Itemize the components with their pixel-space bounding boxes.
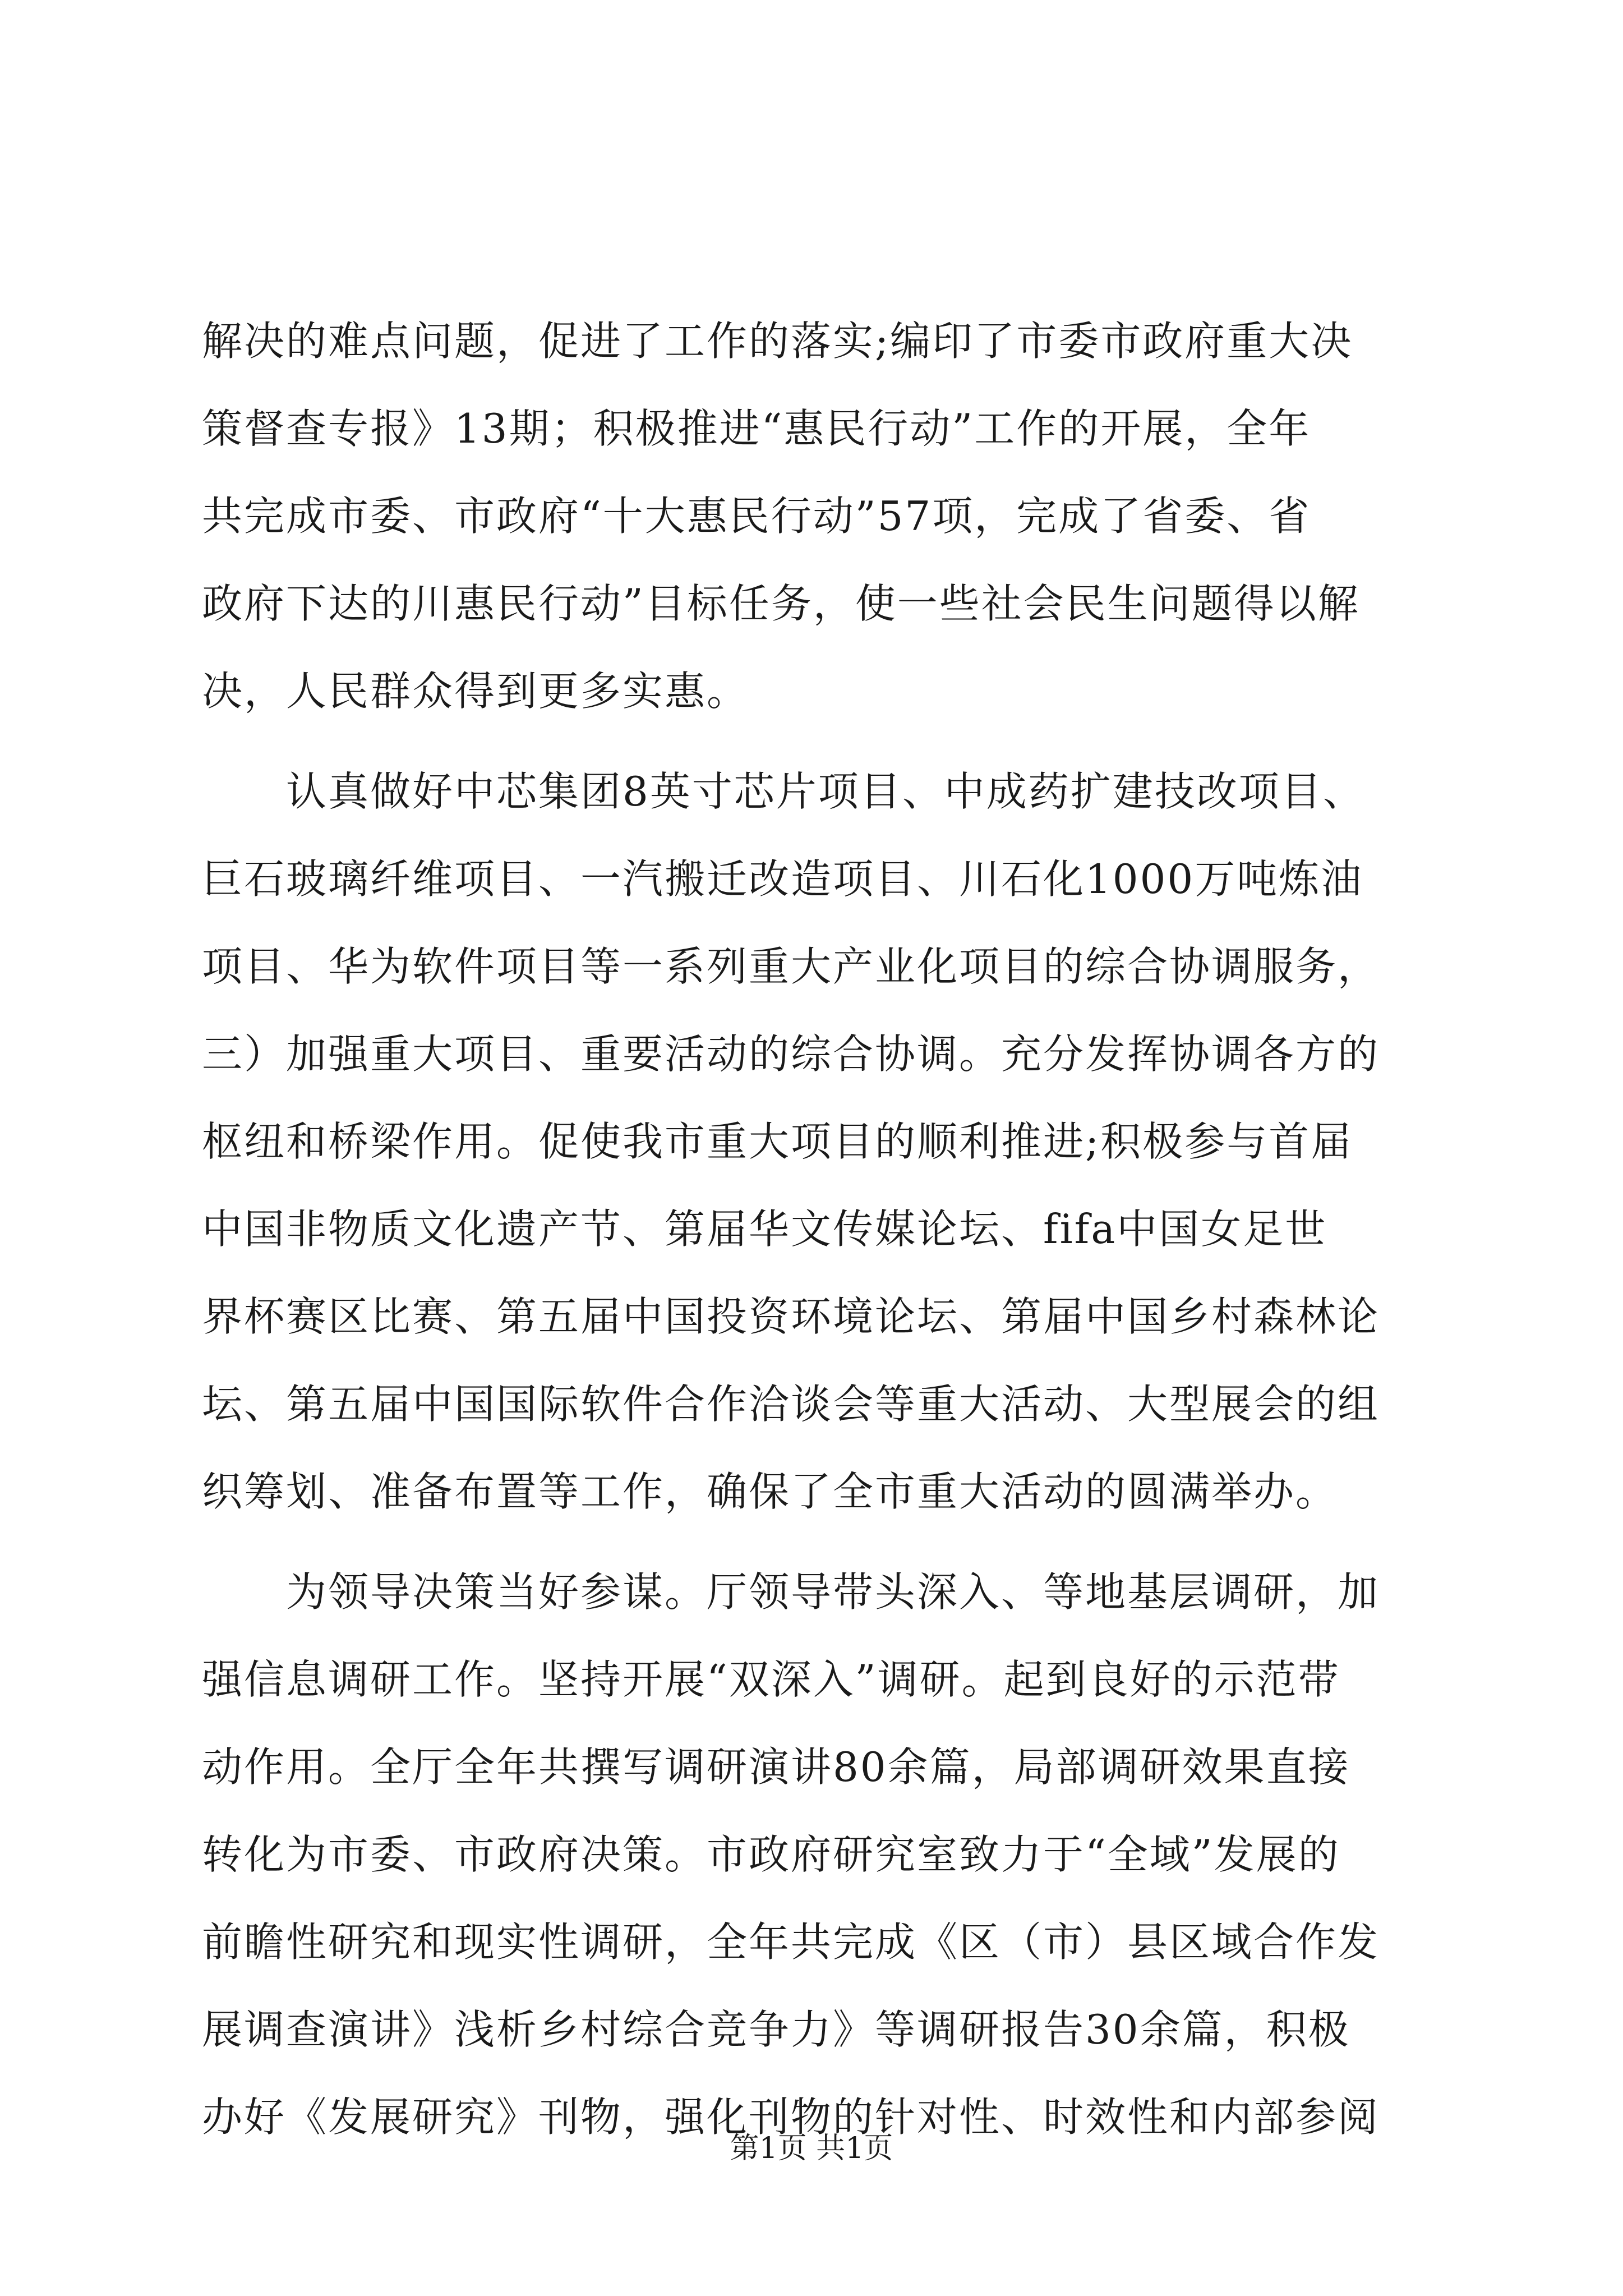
text-line: 展调查演讲》浅析乡村综合竞争力》等调研报告30余篇，积极 — [202, 2006, 1350, 2053]
document-body — [202, 297, 1436, 2161]
text-line: 强信息调研工作。坚持开展“双深入”调研。起到良好的示范带 — [202, 1656, 1340, 1703]
text-line: 办好《发展研究》刊物，强化刊物的针对性、时效性和内部参阅 — [202, 2093, 1380, 2141]
text-line: 解决的难点问题，促进了工作的落实;编印了市委市政府重大决 — [202, 318, 1353, 365]
page-footer — [0, 2129, 1623, 2168]
text-line: 枢纽和桥梁作用。促使我市重大项目的顺利推进;积极参与首届 — [202, 1118, 1353, 1165]
text-line: 前瞻性研究和现实性调研，全年共完成《区（市）县区域合作发 — [202, 1918, 1380, 1966]
paragraph-2 — [202, 748, 1436, 1535]
text-line: 转化为市委、市政府决策。市政府研究室致力于“全域”发展的 — [202, 1831, 1340, 1878]
text-line: 决，人民群众得到更多实惠。 — [202, 668, 749, 715]
text-line: 中国非物质文化遗产节、第届华文传媒论坛、fifa中国女足世 — [202, 1205, 1327, 1253]
text-line: 巨石玻璃纤维项目、一汽搬迁改造项目、川石化1000万吨炼油 — [202, 855, 1363, 903]
text-line: 项目、华为软件项目等一系列重大产业化项目的综合协调服务， — [202, 943, 1380, 990]
text-line: 界杯赛区比赛、第五届中国投资环境论坛、第届中国乡村森林论 — [202, 1293, 1380, 1340]
text-line: 坛、第五届中国国际软件合作洽谈会等重大活动、大型展会的组 — [202, 1381, 1380, 1428]
text-line: 为领导决策当好参谋。厅领导带头深入、等地基层调研，加 — [286, 1568, 1380, 1616]
paragraph-spacer — [202, 735, 1436, 748]
text-line: 共完成市委、市政府“十大惠民行动”57项，完成了省委、省 — [202, 493, 1311, 540]
paragraph-1 — [202, 297, 1436, 735]
text-line: 策督查专报》13期；积极推进“惠民行动”工作的开展，全年 — [202, 405, 1311, 452]
paragraph-3 — [202, 1548, 1436, 2161]
text-line: 政府下达的川惠民行动”目标任务，使一些社会民生问题得以解 — [202, 580, 1360, 627]
text-line: 三）加强重大项目、重要活动的综合协调。充分发挥协调各方的 — [202, 1030, 1380, 1078]
text-line: 织筹划、准备布置等工作，确保了全市重大活动的圆满举办。 — [202, 1468, 1338, 1515]
paragraph-spacer — [202, 1535, 1436, 1548]
page-number-label: 第1页 共1页 — [730, 2132, 893, 2165]
text-line: 认真做好中芯集团8英寸芯片项目、中成药扩建技改项目、 — [286, 768, 1365, 815]
text-line: 动作用。全厅全年共撰写调研演讲80余篇，局部调研效果直接 — [202, 1743, 1350, 1791]
